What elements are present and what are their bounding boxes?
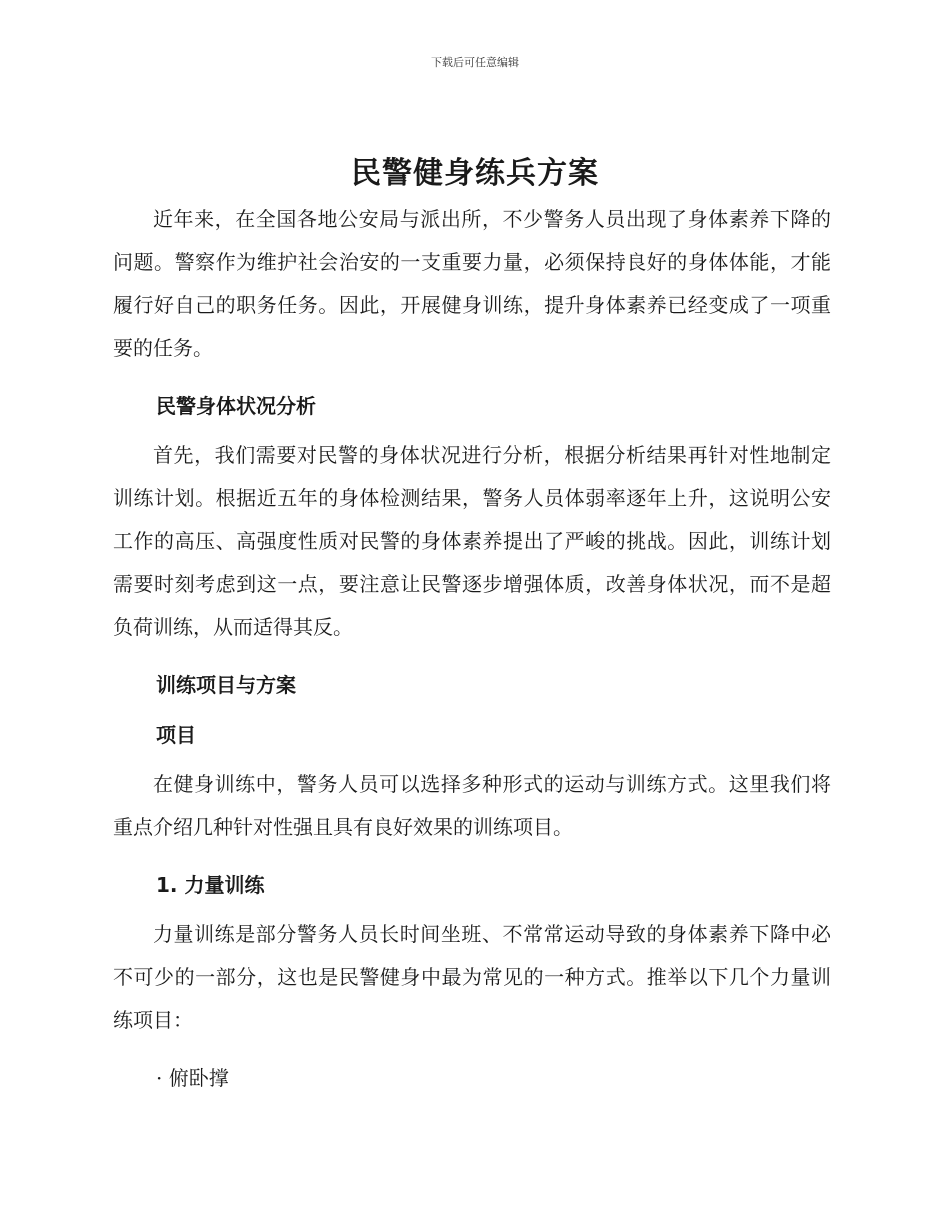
section-heading-training-plan: 训练项目与方案 (156, 673, 296, 697)
body-condition-paragraph: 首先，我们需要对民警的身体状况进行分析，根据分析结果再针对性地制定训练计划。根据近五年的身体检测结果，警务人员体弱率逐年上升，这说明公安工作的高压、高强度性质对民警的身体素养提出了严峻的挑战。因此，训练计划需要时刻考虑到这一点，要注意让民警逐步增强体质，改善身体状况，而不是超负荷训练，从而适得其反。 (113, 443, 831, 639)
bullet-item: · 俯卧撑 (156, 1066, 229, 1090)
document-body (113, 198, 831, 1092)
items-paragraph: 在健身训练中，警务人员可以选择多种形式的运动与训练方式。这里我们将重点介绍几种针对性强且具有良好效果的训练项目。 (113, 772, 831, 839)
page-title: 民警健身练兵方案 (351, 156, 599, 191)
intro-paragraph: 近年来，在全国各地公安局与派出所，不少警务人员出现了身体素养下降的问题。警察作为维护社会治安的一支重要力量，必须保持良好的身体体能，才能履行好自己的职务任务。因此，开展健身训练，提升身体素养已经变成了一项重要的任务。 (113, 207, 831, 360)
item-heading-strength-training: 1. 力量训练 (156, 873, 265, 897)
section-heading-body-condition: 民警身体状况分析 (156, 394, 316, 418)
header-note: 下载后可任意编辑 (431, 56, 519, 69)
strength-training-paragraph: 力量训练是部分警务人员长时间坐班、不常常运动导致的身体素养下降中必不可少的一部分，这也是民警健身中最为常见的一种方式。推举以下几个力量训练项目： (113, 922, 831, 1032)
subheading-items: 项目 (156, 723, 196, 747)
